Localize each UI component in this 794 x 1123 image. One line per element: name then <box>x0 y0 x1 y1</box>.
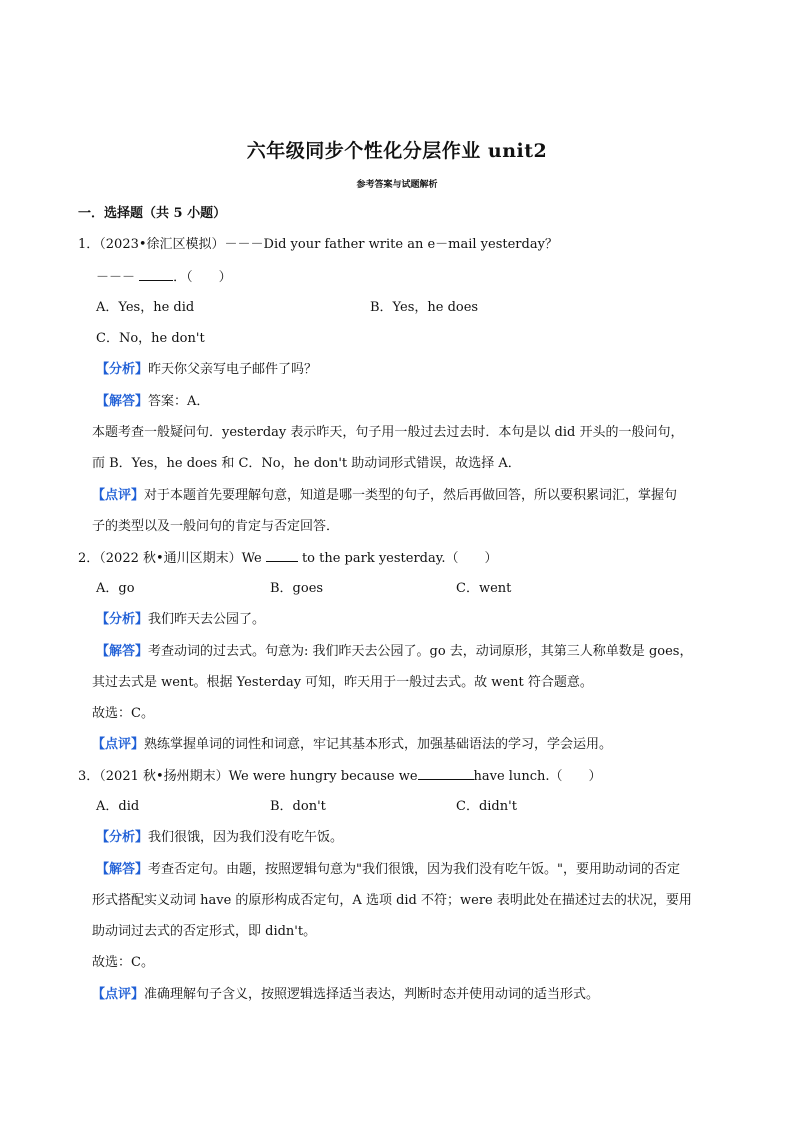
answer-tag: 【解答】 <box>96 862 149 877</box>
comment-tag: 【点评】 <box>92 488 145 503</box>
q2-answer-text: 考查动词的过去式。句意为: 我们昨天去公园了。go 去，动词原形，其第三人称单数是 goes， <box>148 644 693 659</box>
q3-answer <box>96 861 680 879</box>
q1-prefix: －－－ <box>96 270 136 285</box>
q2-answer-line2: 其过去式是 went。根据 Yesterday 可知，昨天用于一般过去式。故 went 符合题意。 <box>92 675 593 690</box>
q2-stem-suffix: to the park yesterday.（ ） <box>301 551 498 566</box>
q3-comment-text: 准确理解句子含义，按照逻辑选择适当表达，判断时态并使用动词的适当形式。 <box>144 987 600 1002</box>
q1-analysis-text: 昨天你父亲写电子邮件了吗？ <box>148 362 318 377</box>
q1-comment-line2: 子的类型以及一般问句的肯定与否定回答． <box>92 519 340 534</box>
section-heading: 一．选择题（共 5 小题） <box>78 206 227 221</box>
q3-stem <box>78 767 602 786</box>
comment-tag: 【点评】 <box>92 737 145 752</box>
q3-answer-line2: 形式搭配实义动词 have 的原形构成否定句，A 选项 did 不符；were 表明此处在描述过去的状况，要用 <box>92 893 692 908</box>
q2-answer-line3: 故选：C。 <box>92 706 154 721</box>
q1-answer-line <box>96 268 232 287</box>
q1-answer-text: 答案：A． <box>148 394 210 409</box>
q3-answer-line3: 助动词过去式的否定形式，即 didn't。 <box>92 924 317 939</box>
q1-option-b: B．Yes，he does <box>370 300 479 315</box>
q3-comment <box>92 986 599 1004</box>
comment-tag: 【点评】 <box>92 987 145 1002</box>
q3-blank <box>418 767 474 780</box>
q3-answer-line4: 故选：C。 <box>92 955 154 970</box>
document-subtitle: 参考答案与试题解析 <box>356 180 438 190</box>
q2-option-b: B．goes <box>270 581 324 596</box>
q3-stem-prefix: 3．（2021 秋•扬州期末）We were hungry because we <box>78 769 418 784</box>
q2-stem-prefix: 2．（2022 秋•通川区期末）We <box>78 551 262 566</box>
analysis-tag: 【分析】 <box>96 612 149 627</box>
q3-stem-suffix: have lunch.（ ） <box>473 769 602 784</box>
q1-answer <box>96 393 209 411</box>
q2-analysis-text: 我们昨天去公园了。 <box>148 612 266 627</box>
q2-option-a: A．go <box>96 581 135 596</box>
q3-analysis-text: 我们很饿，因为我们没有吃午饭。 <box>148 830 344 845</box>
q1-answer-line2: 本题考查一般疑问句．yesterday 表示昨天，句子用一般过去过去时．本句是以 did 开头的一般问句， <box>92 425 684 440</box>
q2-comment-text: 熟练掌握单词的词性和词意，牢记其基本形式，加强基础语法的学习，学会运用。 <box>144 737 613 752</box>
q2-analysis <box>96 611 265 629</box>
q1-suffix: ．（ ） <box>173 270 232 285</box>
q2-blank <box>266 549 298 562</box>
q3-analysis <box>96 829 343 847</box>
answer-tag: 【解答】 <box>96 394 149 409</box>
q2-comment <box>92 736 612 754</box>
analysis-tag: 【分析】 <box>96 830 149 845</box>
q1-blank <box>139 268 173 281</box>
q2-answer <box>96 643 692 661</box>
q2-stem <box>78 549 498 568</box>
q1-option-a: A．Yes，he did <box>96 300 195 315</box>
q1-comment-text: 对于本题首先要理解句意，知道是哪一类型的句子，然后再做回答，所以要积累词汇，掌握句 <box>144 488 678 503</box>
q3-option-a: A．did <box>96 799 140 814</box>
q1-analysis <box>96 361 317 379</box>
q1-comment <box>92 487 677 505</box>
q1-answer-line3: 而 B．Yes，he does 和 C．No，he don't 助动词形式错误，故选择 A． <box>92 456 521 471</box>
q1-option-c: C．No，he don't <box>96 331 205 346</box>
q3-option-b: B．don't <box>270 799 326 814</box>
q1-stem: 1．（2023•徐汇区模拟）－－－Did your father write an e－mail yesterday？ <box>78 237 558 252</box>
q3-option-c: C．didn't <box>456 799 517 814</box>
q2-option-c: C．went <box>456 581 512 596</box>
answer-tag: 【解答】 <box>96 644 149 659</box>
analysis-tag: 【分析】 <box>96 362 149 377</box>
q3-answer-text: 考查否定句。由题，按照逻辑句意为"我们很饿，因为我们没有吃午饭。"，要用助动词的否定 <box>148 862 680 877</box>
document-title: 六年级同步个性化分层作业 unit2 <box>246 140 548 162</box>
